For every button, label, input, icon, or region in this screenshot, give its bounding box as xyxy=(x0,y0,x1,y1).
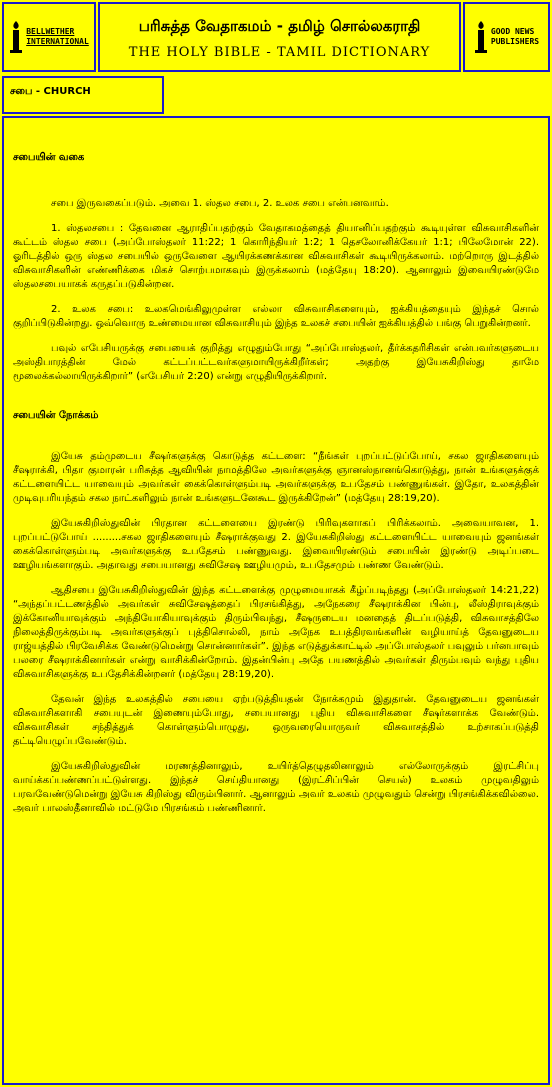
title-english: THE HOLY BIBLE - TAMIL DICTIONARY xyxy=(128,45,431,60)
section-label: சபை - CHURCH xyxy=(2,76,164,114)
paragraph: 1. ஸ்தலசபை : தேவனை ஆராதிப்பதற்கும் வேதாகமத்தைத் தியானிப்பதற்கும் கூடியுள்ள விசுவாசிகளின் கூட்டம் ஸ்தல சபை (அப்போஸ்தலர் 11:22; 1 கொரிந்தியர் 1:2; 1 தெசலோனிக்கேயர் 1:1; பிலேமோன் 22). ஓரிடத்தில் ஒரு ஸ்தல சபையில் ஒருவேளை ஆயிரக்கணக்கான விசுவாசிகள் கூடியிருக்கலாம். மற்றொரு இடத்தில் விசுவாசிகளின் எண்ணிக்கை மிகச் சொற்பமாகவும் இருக்கலாம் (மத்தேயு 18:20). ஆனாலும் இவையிரண்டுமே ஸ்தலசபையாகக் கருதப்படுகின்றன. xyxy=(13,223,539,290)
heading-church-purpose: சபையின் நோக்கம் xyxy=(13,410,99,421)
bellwether-line2: INTERNATIONAL xyxy=(26,37,89,46)
good-news-line1: GOOD NEWS xyxy=(490,27,535,36)
heading-church-types: சபையின் வகை xyxy=(13,152,85,163)
good-news-logo-box xyxy=(463,2,550,72)
paragraph: சபை இருவகைப்படும். அவை 1. ஸ்தல சபை, 2. உலக சபை என்பனவாம். xyxy=(51,198,389,209)
paragraph: இயேசுகிறிஸ்துவின் மரணத்தினாலும், உயிர்த்தெழுதலினாலும் எல்லோருக்கும் இரட்சிப்பு வாய்க்கப்பண்ணப்பட்டுள்ளது. இந்தச் செய்தியானது (இரட்சிப்பின் செயல்) உலகம் முழுவதிலும் பரவவேண்டுமென்று இயேசு கிறிஸ்து விரும்பினார். ஆனாலும் அவர் உலகம் முழுவதும் சென்று பிரசங்கிக்கவில்லை. அவர் பாலஸ்தீனாவில் மட்டுமே பிரசங்கம் பண்ணினார். xyxy=(13,761,539,814)
good-news-line2: PUBLISHERS xyxy=(490,37,540,46)
paragraph: தேவன் இந்த உலகத்தில் சபையை ஏற்படுத்தியதன் நோக்கமும் இதுதான். தேவனுடைய ஜனங்கள் விசுவாசிகளாகி சபையுடன் இணையும்போது, சபையானது புதிய விசுவாசிகளை சீஷர்களாக்க வேண்டும். விசுவாசிகள் சந்தித்துக் கொள்ளும்பொழுது, ஒருவரையொருவர் விசுவாசத்தில் உற்சாகப்படுத்தி தட்டியெழுப்பவேண்டும். xyxy=(13,694,539,747)
bellwether-line1: BELLWETHER xyxy=(26,27,75,36)
paragraph: ஆதிசபை இயேசுகிறிஸ்துவின் இந்த கட்டளைக்கு முழுமையாகக் கீழ்ப்படிந்தது (அப்போஸ்தலர் 14:21,22) “அந்தப்பட்டணத்தில் அவர்கள் சுவிசேஷத்தைப் பிரசங்கித்து, அநேகரை சீஷராக்கின பின்பு, லீஸ்திராவுக்கும் இக்கோனியாவுக்கும் அந்தியோகியாவுக்கும் திரும்பிவந்து, சீஷருடைய மனதைத் திடப்படுத்தி, விசுவாசத்திலே நிலைத்திருக்கும்படி அவர்களுக்குப் புத்திசொல்லி, நாம் அநேக உபத்திரவங்களின் வழியாய்த் தேவனுடைய ராஜ்யத்தில் பிரவேசிக்க வேண்டுமென்று சொன்னார்கள்”. இந்த எடுத்துக்காட்டில் அப்போஸ்தலர் பவுலும் பர்னபாவும் பலரை சீஷராக்கினார்கள் என்று வாசிக்கின்றோம். இதன்பின்பு அதே பயணத்தில் அவர்கள் திரும்பவும் வந்து புதிய விசுவாசிகளுக்கு உபதேசிக்கின்றனர் (மத்தேயு 28:19,20). xyxy=(13,585,539,680)
good-news-logo xyxy=(465,4,548,70)
title-tamil: பரிசுத்த வேதாகமம் - தமிழ் சொல்லகராதி xyxy=(138,17,421,35)
title-box xyxy=(98,2,461,72)
paragraph: இயேசு தம்முடைய சீஷர்களுக்கு கொடுத்த கட்டளை: “நீங்கள் புறப்பட்டுப்போய், சகல ஜாதிகளையும் சீஷராக்கி, பிதா குமாரன் பரிசுத்த ஆவியின் நாமத்திலே அவர்களுக்கு ஞானஸ்நானங்கொடுத்து, நான் உங்களுக்குக் கட்டளையிட்ட யாவையும் அவர்கள் கைக்கொள்ளும்படி அவர்களுக்கு உபதேசம் பண்ணுங்கள். இதோ, உலகத்தின் முடிவுபரியந்தம் சகல நாட்களிலும் நான் உங்களுடனேகூட இருக்கிறேன்” (மத்தேயு 28:19,20). xyxy=(13,451,539,504)
content-panel xyxy=(2,116,550,1085)
candle-icon xyxy=(9,20,23,54)
bellwether-logo xyxy=(4,4,94,70)
paragraph: 2. உலக சபை: உலகமெங்கிலுமுள்ள எல்லா விசுவாசிகளையும், ஐக்கியத்தையும் இந்தச் சொல் குறிப்பிடுகின்றது. ஒவ்வொரு உண்மையான விசுவாசியும் இந்த உலகச் சபையின் ஐக்கியத்தில் பங்கு பெறுகின்றனர். xyxy=(13,304,539,329)
candle-icon xyxy=(474,20,488,54)
paragraph: பவுல் எபேசியருக்கு சபையைக் குறித்து எழுதும்போது “அப்போஸ்தலர், தீர்க்கதரிசிகள் என்பவர்களுடைய அஸ்திபாரத்தின் மேல் கட்டப்பட்டவர்களுமாயிருக்கிறீர்கள்; அதற்கு இயேசுகிறிஸ்து தாமே மூலைக்கல்லாயிருக்கிறார்” (எபேசியர் 2:20) என்று எழுதியிருக்கிறார். xyxy=(13,343,539,382)
paragraph: இயேசுகிறிஸ்துவின் பிரதான கட்டளையை இரண்டு பிரிவுகளாகப் பிரிக்கலாம். அவையாவன, 1. புறப்பட்டுபோய் .........சகல ஜாதிகளையும் சீஷராக்குவது 2. இயேசுகிறிஸ்து கட்டளையிட்ட யாவையும் ஜனங்கள் கைக்கொள்ளும்படி அவர்களுக்கு உபதேசம் பண்ணுவது. இவையிரண்டும் சபையின் இரண்டு அடிப்படை ஊழியங்களாகும். அதாவது சபையானது சுவிசேஷ ஊழியமும், உபதேசமும் பண்ண வேண்டும். xyxy=(13,518,539,571)
bellwether-logo-box xyxy=(2,2,96,72)
